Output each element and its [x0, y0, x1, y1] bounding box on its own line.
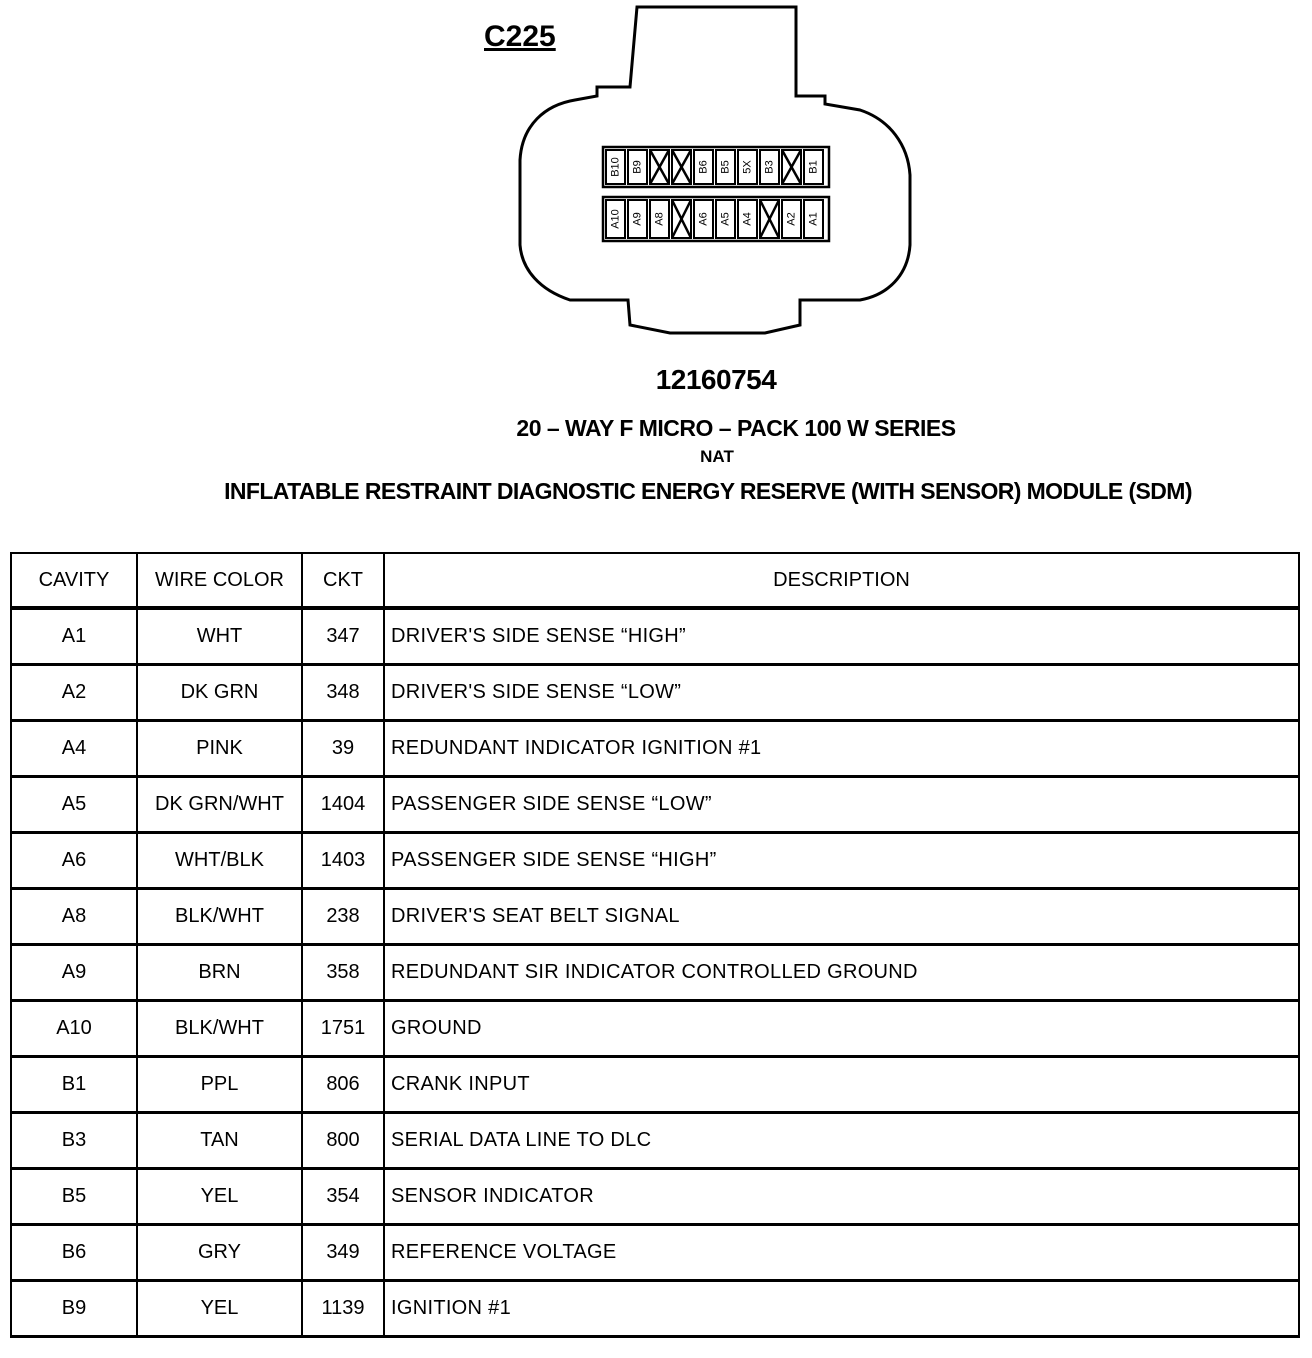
cell-wire-color: YEL: [137, 1281, 302, 1337]
cell-description: DRIVER'S SIDE SENSE “LOW”: [384, 665, 1299, 721]
table-row: [11, 665, 1299, 721]
region-code: NAT: [700, 447, 734, 466]
header-description: DESCRIPTION: [384, 553, 1299, 608]
pinout-table: [10, 552, 1300, 1338]
cell-wire-color: WHT: [137, 608, 302, 665]
cell-ckt: 1139: [302, 1281, 384, 1337]
cell-description: PASSENGER SIDE SENSE “HIGH”: [384, 833, 1299, 889]
cavity-label: A8: [653, 212, 666, 226]
connector-id-label: C225: [484, 20, 556, 53]
cell-cavity: A10: [11, 1001, 137, 1057]
cell-cavity: A6: [11, 833, 137, 889]
cavity-label: B5: [719, 160, 732, 174]
header-ckt: CKT: [302, 553, 384, 608]
cell-ckt: 1404: [302, 777, 384, 833]
cavity-cells: [606, 150, 823, 238]
cell-description: DRIVER'S SEAT BELT SIGNAL: [384, 889, 1299, 945]
cavity-label: A9: [631, 212, 644, 226]
cavity-label: A6: [697, 212, 710, 226]
cell-cavity: B6: [11, 1225, 137, 1281]
cavity-label: 5X: [741, 160, 754, 174]
cell-description: REFERENCE VOLTAGE: [384, 1225, 1299, 1281]
cell-cavity: A8: [11, 889, 137, 945]
module-name: INFLATABLE RESTRAINT DIAGNOSTIC ENERGY RESERVE (WITH SENSOR) MODULE (SDM): [224, 478, 1192, 504]
cell-wire-color: GRY: [137, 1225, 302, 1281]
table-row: [11, 1113, 1299, 1169]
cell-cavity: A4: [11, 721, 137, 777]
table-row: [11, 889, 1299, 945]
cell-description: SENSOR INDICATOR: [384, 1169, 1299, 1225]
table-row: [11, 721, 1299, 777]
cell-ckt: 358: [302, 945, 384, 1001]
cell-wire-color: WHT/BLK: [137, 833, 302, 889]
cell-description: REDUNDANT INDICATOR IGNITION #1: [384, 721, 1299, 777]
cell-ckt: 1751: [302, 1001, 384, 1057]
cavity-label: B9: [631, 160, 644, 174]
cavity-label: A4: [741, 212, 754, 226]
cavity-label: A10: [609, 209, 622, 229]
table-row: [11, 945, 1299, 1001]
cell-cavity: A5: [11, 777, 137, 833]
cell-ckt: 354: [302, 1169, 384, 1225]
cell-description: PASSENGER SIDE SENSE “LOW”: [384, 777, 1299, 833]
connector-face-diagram: [515, 0, 915, 345]
cavity-label: A1: [807, 212, 820, 226]
cell-ckt: 349: [302, 1225, 384, 1281]
table-row: [11, 1169, 1299, 1225]
cell-description: DRIVER'S SIDE SENSE “HIGH”: [384, 608, 1299, 665]
cell-wire-color: BLK/WHT: [137, 1001, 302, 1057]
cavity-label: B3: [763, 160, 776, 174]
cell-wire-color: BRN: [137, 945, 302, 1001]
cavity-label: B6: [697, 160, 710, 174]
header-wire-color: WIRE COLOR: [137, 553, 302, 608]
cell-cavity: B5: [11, 1169, 137, 1225]
table-row: [11, 608, 1299, 665]
cell-cavity: A1: [11, 608, 137, 665]
cell-ckt: 238: [302, 889, 384, 945]
cell-wire-color: PPL: [137, 1057, 302, 1113]
cell-description: REDUNDANT SIR INDICATOR CONTROLLED GROUND: [384, 945, 1299, 1001]
cell-description: IGNITION #1: [384, 1281, 1299, 1337]
cell-wire-color: DK GRN/WHT: [137, 777, 302, 833]
table-row: [11, 1225, 1299, 1281]
cavity-label: B1: [807, 160, 820, 174]
cell-cavity: B3: [11, 1113, 137, 1169]
part-number: 12160754: [655, 364, 777, 395]
table-row: [11, 777, 1299, 833]
cell-cavity: B9: [11, 1281, 137, 1337]
table-row: [11, 1001, 1299, 1057]
cell-cavity: A2: [11, 665, 137, 721]
cell-ckt: 347: [302, 608, 384, 665]
cell-wire-color: YEL: [137, 1169, 302, 1225]
table-row: [11, 1281, 1299, 1337]
header-cavity: CAVITY: [11, 553, 137, 608]
cell-ckt: 1403: [302, 833, 384, 889]
cell-ckt: 348: [302, 665, 384, 721]
cell-ckt: 800: [302, 1113, 384, 1169]
connector-type: 20 – WAY F MICRO – PACK 100 W SERIES: [516, 415, 956, 441]
cell-description: SERIAL DATA LINE TO DLC: [384, 1113, 1299, 1169]
cell-wire-color: DK GRN: [137, 665, 302, 721]
cavity-label: B10: [609, 157, 622, 177]
table-header-row: [11, 553, 1299, 608]
cell-cavity: B1: [11, 1057, 137, 1113]
cell-ckt: 806: [302, 1057, 384, 1113]
cell-wire-color: TAN: [137, 1113, 302, 1169]
cell-wire-color: PINK: [137, 721, 302, 777]
table-row: [11, 833, 1299, 889]
cell-description: GROUND: [384, 1001, 1299, 1057]
cell-ckt: 39: [302, 721, 384, 777]
cell-description: CRANK INPUT: [384, 1057, 1299, 1113]
table-row: [11, 1057, 1299, 1113]
cavity-label: A2: [785, 212, 798, 226]
cell-wire-color: BLK/WHT: [137, 889, 302, 945]
cell-cavity: A9: [11, 945, 137, 1001]
cavity-label: A5: [719, 212, 732, 226]
